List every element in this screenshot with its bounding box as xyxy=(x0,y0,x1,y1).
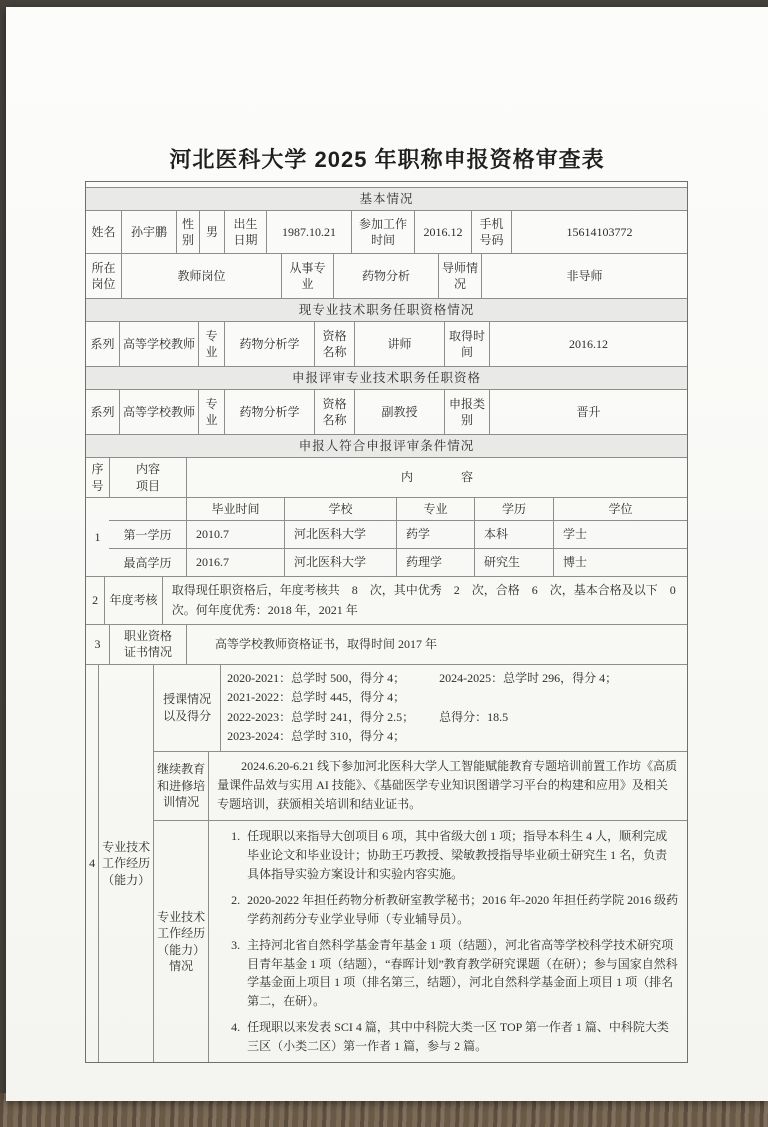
education-subtable xyxy=(109,498,687,576)
work-experience-label: 专业技术工作经历（能力）情况 xyxy=(153,821,208,1062)
teaching-year-3: 2022-2023：总学时 241，得分 2.5； xyxy=(227,709,415,724)
work-item-1: 1. 任现职以来指导大创项目 6 项，其中省级大创 1 项；指导本科生 4 人，顺利完成毕业论文和毕业设计；协助王巧教授、梁敏教授指导毕业硕士研究生 1 名，负责具体指导实验方案设计和实验内容实施。 xyxy=(243,827,679,884)
teaching-year-4: 2023-2024：总学时 310，得分 4； xyxy=(227,729,406,744)
mentor-label: 导师情况 xyxy=(438,254,481,298)
experience-no: 4 xyxy=(89,856,96,871)
section-basic-header xyxy=(86,187,687,210)
major-label: 专业 xyxy=(198,390,224,434)
assessment-row xyxy=(86,576,687,623)
education-subheader-row xyxy=(109,498,687,520)
current-title-row xyxy=(86,321,687,366)
work-item-4: 4. 任现职以来发表 SCI 4 篇，其中中科院大类一区 TOP 第一作者 1 篇、中科院大类三区（小类二区）第一作者 1 篇，参与 2 篇。 xyxy=(243,1018,679,1056)
section-current-title: 现专业技术职务任职资格情况 xyxy=(86,299,687,321)
section-conditions-title: 申报人符合申报评审条件情况 xyxy=(86,435,687,457)
series-value: 高等学校教师 xyxy=(119,322,198,366)
first-degree-major: 药学 xyxy=(396,521,474,548)
qualification-value: 讲师 xyxy=(354,322,444,366)
form-table xyxy=(85,181,688,1063)
first-degree-level: 本科 xyxy=(474,521,553,548)
basic-row-1 xyxy=(86,210,687,253)
major-value: 药物分析学 xyxy=(224,322,314,366)
teaching-year-2: 2021-2022：总学时 445，得分 4； xyxy=(227,690,406,705)
first-degree-school: 河北医科大学 xyxy=(284,521,396,548)
first-degree-time: 2010.7 xyxy=(186,521,284,548)
teaching-line xyxy=(227,727,681,746)
certificate-row xyxy=(86,624,687,664)
col-item-header: 内容项目 xyxy=(109,458,186,497)
teaching-content xyxy=(220,665,687,751)
apply-type-value: 晋升 xyxy=(489,390,687,434)
work-start-value: 2016.12 xyxy=(414,211,471,253)
work-start-label: 参加工作时间 xyxy=(351,211,414,253)
section-apply-header xyxy=(86,366,687,389)
highest-degree-label: 最高学历 xyxy=(123,555,172,570)
series-label: 系列 xyxy=(90,404,115,419)
teaching-line xyxy=(227,708,681,727)
birth-label: 出生日期 xyxy=(224,211,266,253)
conditions-columns-row xyxy=(86,457,687,497)
obtain-time-label: 取得时间 xyxy=(444,322,489,366)
continuing-education-row xyxy=(153,751,687,820)
mentor-value: 非导师 xyxy=(481,254,687,298)
teaching-row xyxy=(153,665,687,751)
first-degree-row xyxy=(109,520,687,548)
teaching-line xyxy=(227,669,681,688)
highest-degree-school: 河北医科大学 xyxy=(284,549,396,576)
work-experience-content xyxy=(208,821,687,1062)
education-corner-empty xyxy=(109,498,186,520)
education-row xyxy=(86,497,687,576)
post-value: 教师岗位 xyxy=(121,254,281,298)
teaching-total-score: 总得分：18.5 xyxy=(439,709,509,724)
name-value: 孙宇鹏 xyxy=(121,211,176,253)
experience-row xyxy=(86,664,687,1063)
work-experience-row xyxy=(153,820,687,1062)
certificate-no: 3 xyxy=(94,637,101,652)
col-no-header: 序号 xyxy=(91,462,104,493)
work-item-2: 2. 2020-2022 年担任药物分析教研室教学秘书；2016 年-2020 年担任药学院 2016 级药学药剂药分专业学业导师（专业辅导员）。 xyxy=(243,891,679,929)
major-label: 从事专业 xyxy=(281,254,333,298)
page-title: 河北医科大学 2025 年职称申报资格审查表 xyxy=(169,147,605,172)
major-value: 药物分析 xyxy=(333,254,438,298)
first-degree-label: 第一学历 xyxy=(123,527,172,542)
highest-degree-major: 药理学 xyxy=(396,549,474,576)
apply-title-row xyxy=(86,389,687,434)
highest-degree-level: 研究生 xyxy=(474,549,553,576)
assessment-no: 2 xyxy=(92,593,99,608)
education-row-no: 1 xyxy=(94,530,101,545)
section-apply-title: 申报评审专业技术职务任职资格 xyxy=(86,367,687,389)
first-degree-degree: 学士 xyxy=(553,521,687,548)
basic-row-2 xyxy=(86,253,687,298)
qualification-label: 资格名称 xyxy=(314,390,354,434)
degree-header: 学位 xyxy=(553,498,687,520)
post-label: 所在岗位 xyxy=(91,260,116,291)
teaching-line xyxy=(227,688,681,707)
qualification-value: 副教授 xyxy=(354,390,444,434)
phone-label: 手机号码 xyxy=(471,211,511,253)
phone-value: 15614103772 xyxy=(511,211,687,253)
certificate-label: 职业资格证书情况 xyxy=(109,625,186,664)
school-header: 学校 xyxy=(284,498,396,520)
name-label: 姓名 xyxy=(91,224,116,239)
major-label: 专业 xyxy=(198,322,224,366)
section-current-header xyxy=(86,298,687,321)
series-value: 高等学校教师 xyxy=(119,390,198,434)
gender-label: 性别 xyxy=(176,211,199,253)
certificate-content: 高等学校教师资格证书，取得时间 2017 年 xyxy=(186,625,687,664)
qualification-label: 资格名称 xyxy=(314,322,354,366)
series-label: 系列 xyxy=(90,336,115,351)
teaching-year-5: 2024-2025：总学时 296，得分 4； xyxy=(439,670,618,685)
level-header: 学历 xyxy=(474,498,553,520)
work-item-3: 3. 主持河北省自然科学基金青年基金 1 项（结题），河北省高等学校科学技术研究项目青年基金 1 项（结题），“春晖计划”教育教学研究课题（在研）；参与国家自然科学基金面上项目 1 项（排名第三，结题），河北自然科学基金面上项目 1 项（排名第二，在研）。 xyxy=(243,936,679,1012)
paper-sheet xyxy=(6,7,768,1101)
continuing-education-text: 2024.6.20-6.21 线下参加河北医科大学人工智能赋能教育专题培训前置工作坊《高质量课件品效与实用 AI 技能》、《基础医学专业知识图谱学习平台的构建和应用》及相关专题培训，获颁相关培训和结业证书。 xyxy=(217,758,678,812)
apply-type-label: 申报类别 xyxy=(444,390,489,434)
major-value: 药物分析学 xyxy=(224,390,314,434)
major-header: 专业 xyxy=(396,498,474,520)
continuing-education-label: 继续教育和进修培训情况 xyxy=(153,752,208,820)
continuing-education-content xyxy=(208,752,687,820)
assessment-label: 年度考核 xyxy=(104,577,161,623)
section-basic-title: 基本情况 xyxy=(86,188,687,210)
section-conditions-header xyxy=(86,434,687,457)
birth-value: 1987.10.21 xyxy=(266,211,351,253)
highest-degree-degree: 博士 xyxy=(553,549,687,576)
col-content-header: 内 容 xyxy=(186,458,687,497)
highest-degree-row xyxy=(109,548,687,576)
gender-value: 男 xyxy=(199,211,224,253)
work-experience-list xyxy=(209,827,679,1056)
grad-time-header: 毕业时间 xyxy=(186,498,284,520)
teaching-label: 授课情况以及得分 xyxy=(153,665,220,751)
assessment-content: 取得现任职资格后，年度考核共 8 次，其中优秀 2 次，合格 6 次，基本合格及以下 0 次。何年度优秀：2018 年，2021 年 xyxy=(162,577,687,623)
experience-label: 专业技术工作经历（能力） xyxy=(98,665,153,1063)
highest-degree-time: 2016.7 xyxy=(186,549,284,576)
experience-subtable xyxy=(153,665,687,1063)
obtain-time-value: 2016.12 xyxy=(489,322,687,366)
teaching-year-1: 2020-2021：总学时 500，得分 4； xyxy=(227,670,406,685)
